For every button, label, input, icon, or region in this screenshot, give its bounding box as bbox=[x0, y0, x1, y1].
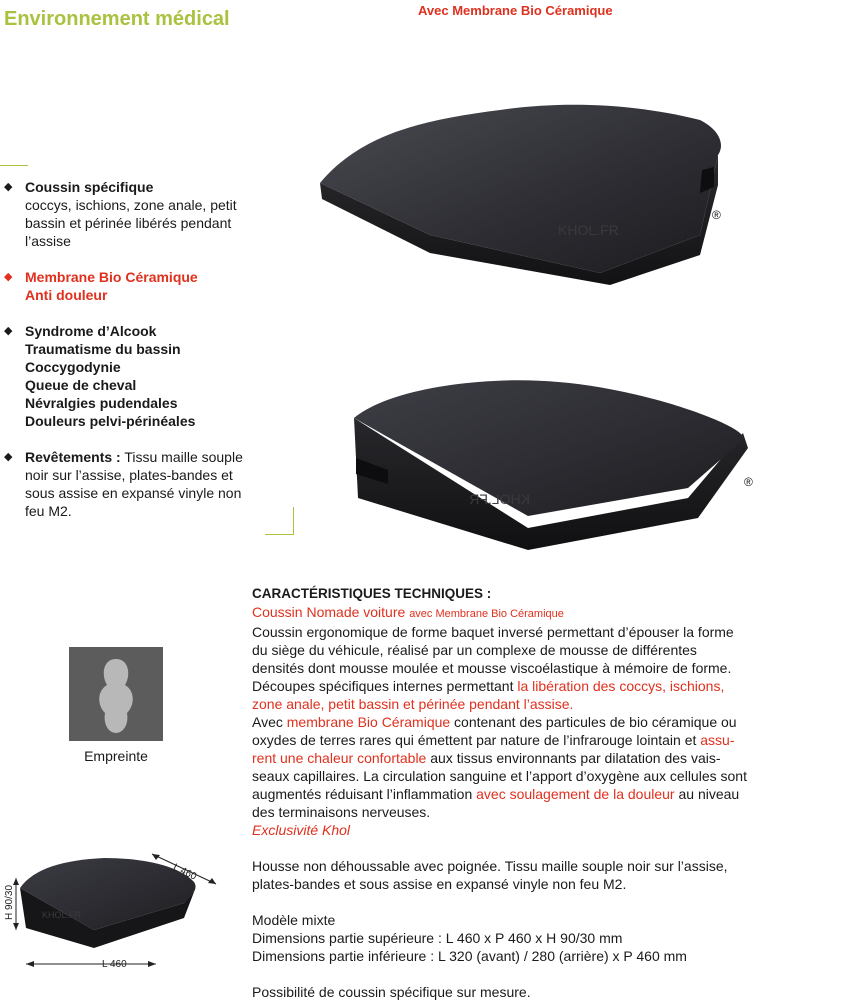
feature-item-indications bbox=[4, 322, 284, 430]
footprint-caption: Empreinte bbox=[84, 748, 148, 764]
tech-line: seaux capillaires. La circulation sanguine et l’apport d’oxygène aux cellules sont bbox=[252, 768, 747, 784]
registered-mark: ® bbox=[744, 475, 753, 489]
tech-text: Avec bbox=[252, 714, 287, 730]
feature-line: Membrane Bio Céramique bbox=[25, 269, 198, 285]
tech-line: Modèle mixte bbox=[252, 912, 336, 928]
tech-line: densités dont mousse moulée et mousse viscoélastique à mémoire de forme. bbox=[252, 660, 732, 676]
tech-text: oxydes de terres rares qui émettent par nature de l’infrarouge lointain et bbox=[252, 732, 701, 748]
tech-highlight: zone anale, petit bassin et périnée pendant l’assise. bbox=[252, 696, 574, 712]
dimension-label-side: L 460 bbox=[171, 862, 199, 883]
feature-line: coccys, ischions, zone anale, petit bbox=[25, 197, 237, 213]
tech-line: des terminaisons nerveuses. bbox=[252, 804, 431, 820]
footprint-image bbox=[69, 647, 163, 741]
section-title: Environnement médical bbox=[4, 8, 230, 30]
tech-highlight: avec soulagement de la douleur bbox=[476, 786, 675, 802]
tech-text: Découpes spécifiques internes permettant bbox=[252, 678, 518, 694]
watermark-text: KHOL.FR bbox=[558, 222, 619, 238]
dimension-label-height: H 90/30 bbox=[4, 884, 15, 920]
accent-rule bbox=[0, 165, 28, 166]
feature-item-membrane bbox=[4, 268, 284, 304]
feature-line: Névralgies pudendales bbox=[25, 395, 178, 411]
product-suffix: avec Membrane Bio Céramique bbox=[409, 608, 564, 620]
feature-line: Syndrome d’Alcook bbox=[25, 323, 157, 339]
diamond-bullet-icon: ◆ bbox=[4, 451, 13, 463]
feature-line: Tissu maille souple bbox=[120, 449, 243, 465]
feature-line: Traumatisme du bassin bbox=[25, 341, 181, 357]
feature-line: l’assise bbox=[25, 233, 71, 249]
feature-line: bassin et périnée libérés pendant bbox=[25, 215, 232, 231]
feature-line: noir sur l’assise, plates-bandes et bbox=[25, 467, 233, 483]
exclusive-note: Exclusivité Khol bbox=[252, 822, 351, 838]
cushion-photo-front bbox=[300, 95, 740, 285]
feature-heading: Coussin spécifique bbox=[25, 179, 154, 195]
feature-line: Anti douleur bbox=[25, 287, 108, 303]
feature-item-revetements bbox=[4, 448, 284, 520]
top-subtitle: Avec Membrane Bio Céramique bbox=[418, 3, 613, 18]
tech-highlight: rent une chaleur confortable bbox=[252, 750, 427, 766]
feature-item-coussin bbox=[4, 178, 284, 250]
tech-line: Housse non déhoussable avec poignée. Tissu maille souple noir sur l’assise, bbox=[252, 858, 728, 874]
watermark-text: KHOL.FR bbox=[469, 491, 530, 507]
feature-line: Queue de cheval bbox=[25, 377, 137, 393]
tech-highlight: la libération des coccys, ischions, bbox=[517, 678, 725, 694]
product-name-line bbox=[252, 603, 842, 623]
feature-line: feu M2. bbox=[25, 503, 72, 519]
feature-line: sous assise en expansé vinyle non bbox=[25, 485, 242, 501]
feature-line: Douleurs pelvi-périnéales bbox=[25, 413, 196, 429]
feature-list bbox=[4, 178, 284, 538]
feature-inline-heading: Revêtements : bbox=[25, 449, 121, 465]
corner-mark-vertical bbox=[293, 507, 294, 535]
tech-line: du siège du véhicule, réalisé par un complexe de mousse de différentes bbox=[252, 642, 697, 658]
tech-text: aux tissus environnants par dilatation des vais- bbox=[426, 750, 721, 766]
tech-line: Possibilité de coussin spécifique sur mesure. bbox=[252, 984, 531, 1000]
watermark-text: KHOL.FR bbox=[42, 910, 82, 920]
tech-line: plates-bandes et sous assise en expansé vinyle non feu M2. bbox=[252, 876, 627, 892]
tech-text: au niveau bbox=[674, 786, 740, 802]
tech-text: contenant des particules de bio céramique ou bbox=[450, 714, 737, 730]
tech-title: CARACTÉRISTIQUES TECHNIQUES : bbox=[252, 586, 492, 601]
diamond-bullet-icon: ◆ bbox=[4, 271, 13, 283]
technical-section bbox=[252, 585, 842, 1001]
tech-line: Dimensions partie supérieure : L 460 x P 460 x H 90/30 mm bbox=[252, 930, 623, 946]
cushion-photo-back bbox=[348, 378, 768, 550]
tech-line: Dimensions partie inférieure : L 320 (avant) / 280 (arrière) x P 460 mm bbox=[252, 948, 687, 964]
tech-highlight: assu- bbox=[700, 732, 735, 748]
tech-highlight: membrane Bio Céramique bbox=[286, 714, 451, 730]
diamond-bullet-icon: ◆ bbox=[4, 325, 13, 337]
tech-line: Coussin ergonomique de forme baquet inversé permettant d’épouser la forme bbox=[252, 624, 734, 640]
registered-mark: ® bbox=[712, 208, 721, 222]
dimension-diagram bbox=[4, 848, 234, 976]
dimension-label-length: L 460 bbox=[102, 959, 127, 970]
product-name: Coussin Nomade voiture bbox=[252, 604, 406, 620]
tech-text: augmentés réduisant l’inflammation bbox=[252, 786, 477, 802]
diamond-bullet-icon: ◆ bbox=[4, 181, 13, 193]
feature-line: Coccygodynie bbox=[25, 359, 121, 375]
footprint-shape-icon bbox=[69, 647, 163, 741]
